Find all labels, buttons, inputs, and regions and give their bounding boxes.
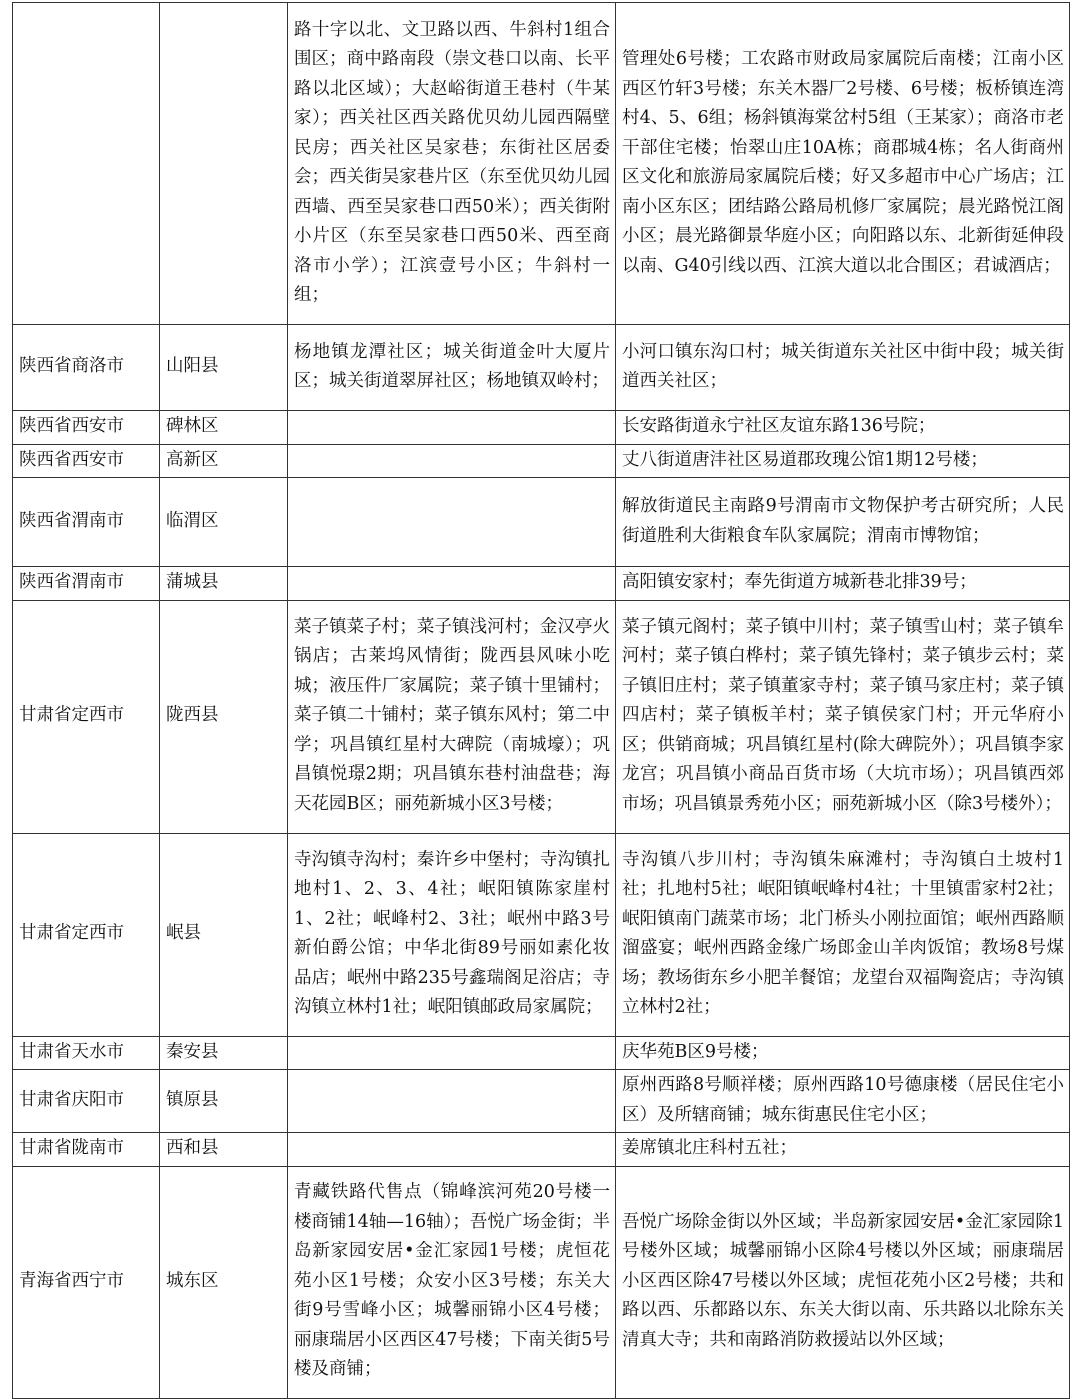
high-risk-cell [288, 478, 616, 567]
province-cell: 甘肃省定西市 [13, 833, 160, 1036]
county-cell: 城东区 [160, 1166, 288, 1398]
table-row [13, 1133, 1070, 1167]
high-risk-cell: 寺沟镇寺沟村；秦许乡中堡村；寺沟镇扎地村1、2、3、4社；岷阳镇陈家崖村1、2社；岷峰村2、3社；岷州中路3号新伯爵公馆；中华北街89号丽如素化妆品店；岷州中路235号鑫瑞阁足浴店；寺沟镇立林村1社；岷阳镇邮政局家属院； [288, 833, 616, 1036]
province-cell: 陕西省西安市 [13, 411, 160, 445]
table-row [13, 444, 1070, 478]
county-cell: 临渭区 [160, 478, 288, 567]
high-risk-cell: 杨地镇龙潭社区；城关街道金叶大厦片区；城关街道翠屏社区；杨地镇双岭村； [288, 325, 616, 411]
county-cell [160, 3, 288, 325]
county-cell: 陇西县 [160, 600, 288, 833]
medium-risk-cell: 丈八街道唐沣社区易道郡玫瑰公馆1期12号楼； [616, 444, 1070, 478]
county-cell: 镇原县 [160, 1070, 288, 1133]
medium-risk-cell: 吾悦广场除金街以外区域；半岛新家园安居•金汇家园除1号楼外区域；城馨丽锦小区除4号楼以外区域；丽康瑞居小区西区除47号楼以外区域；虎恒花苑小区2号楼；共和路以西、乐都路以东、东关大街以南、乐共路以北除东关清真大寺；共和南路消防救援站以外区域； [616, 1166, 1070, 1398]
table-row [13, 1070, 1070, 1133]
province-cell: 青海省西宁市 [13, 1166, 160, 1398]
high-risk-cell [288, 1036, 616, 1070]
province-cell: 陕西省商洛市 [13, 325, 160, 411]
county-cell: 岷县 [160, 833, 288, 1036]
high-risk-cell [288, 411, 616, 445]
medium-risk-cell: 长安路街道永宁社区友谊东路136号院； [616, 411, 1070, 445]
province-cell [13, 3, 160, 325]
province-cell: 甘肃省定西市 [13, 600, 160, 833]
table-row [13, 478, 1070, 567]
table-row [13, 411, 1070, 445]
table-row [13, 1036, 1070, 1070]
county-cell: 碑林区 [160, 411, 288, 445]
medium-risk-cell: 原州西路8号顺祥楼；原州西路10号德康楼（居民住宅小区）及所辖商铺；城东街惠民住宅小区； [616, 1070, 1070, 1133]
high-risk-cell: 青藏铁路代售点（锦峰滨河苑20号楼一楼商铺14轴—16轴）；吾悦广场金街；半岛新家园安居•金汇家园1号楼；虎恒花苑小区1号楼；众安小区3号楼；东关大街9号雪峰小区；城馨丽锦小区4号楼；丽康瑞居小区西区47号楼；下南关街5号楼及商铺； [288, 1166, 616, 1398]
county-cell: 蒲城县 [160, 567, 288, 601]
county-cell: 高新区 [160, 444, 288, 478]
medium-risk-cell: 管理处6号楼；工农路市财政局家属院后南楼；江南小区西区竹轩3号楼；东关木器厂2号楼、6号楼；板桥镇连湾村4、5、6组；杨斜镇海棠岔村5组（王某家）；商洛市老干部住宅楼；怡翠山庄10A栋；商郡城4栋；名人街商州区文化和旅游局家属院后楼；好又多超市中心广场店；江南小区东区；团结路公路局机修厂家属院；晨光路悦江阁小区；晨光路御景华庭小区；向阳路以东、北新街延伸段以南、G40引线以西、江滨大道以北合围区；君诚酒店； [616, 3, 1070, 325]
province-cell: 甘肃省庆阳市 [13, 1070, 160, 1133]
province-cell: 陕西省渭南市 [13, 567, 160, 601]
medium-risk-cell: 寺沟镇八步川村；寺沟镇朱麻滩村；寺沟镇白土坡村1社；扎地村5社；岷阳镇岷峰村4社；十里镇雷家村2社；岷阳镇南门蔬菜市场；北门桥头小刚拉面馆；岷州西路顺溜盛宴；岷州西路金缘广场郎金山羊肉饭馆；教场8号煤场；教场街东乡小肥羊餐馆；龙望台双福陶瓷店；寺沟镇立林村2社； [616, 833, 1070, 1036]
table-row [13, 600, 1070, 833]
medium-risk-cell: 姜席镇北庄科村五社； [616, 1133, 1070, 1167]
high-risk-cell [288, 567, 616, 601]
table-row [13, 567, 1070, 601]
county-cell: 秦安县 [160, 1036, 288, 1070]
province-cell: 甘肃省陇南市 [13, 1133, 160, 1167]
county-cell: 西和县 [160, 1133, 288, 1167]
province-cell: 陕西省西安市 [13, 444, 160, 478]
medium-risk-cell: 小河口镇东沟口村；城关街道东关社区中街中段；城关街道西关社区； [616, 325, 1070, 411]
high-risk-cell: 菜子镇菜子村；菜子镇浅河村；金汉亭火锅店；古莱坞风情街；陇西县风味小吃城；液压件厂家属院；菜子镇十里铺村；菜子镇二十铺村；菜子镇东风村；第二中学；巩昌镇红星村大碑院（南城壕）；巩昌镇悦璟2期；巩昌镇东巷村油盘巷；海天花园B区；丽苑新城小区3号楼； [288, 600, 616, 833]
table-row [13, 325, 1070, 411]
high-risk-cell [288, 1070, 616, 1133]
table-row [13, 833, 1070, 1036]
medium-risk-cell: 菜子镇元阁村；菜子镇中川村；菜子镇雪山村；菜子镇牟河村；菜子镇白桦村；菜子镇先锋村；菜子镇步云村；菜子镇旧庄村；菜子镇董家寺村；菜子镇马家庄村；菜子镇四店村；菜子镇板羊村；菜子镇侯家门村；开元华府小区；供销商城；巩昌镇红星村(除大碑院外）；巩昌镇李家龙宫；巩昌镇小商品百货市场（大坑市场）；巩昌镇西郊市场；巩昌镇景秀苑小区；丽苑新城小区（除3号楼外）； [616, 600, 1070, 833]
province-cell: 陕西省渭南市 [13, 478, 160, 567]
medium-risk-cell: 庆华苑B区9号楼； [616, 1036, 1070, 1070]
county-cell: 山阳县 [160, 325, 288, 411]
medium-risk-cell: 解放街道民主南路9号渭南市文物保护考古研究所；人民街道胜利大街粮食车队家属院；渭南市博物馆； [616, 478, 1070, 567]
table-row [13, 3, 1070, 325]
high-risk-cell [288, 1133, 616, 1167]
table-row [13, 1166, 1070, 1398]
high-risk-cell [288, 444, 616, 478]
medium-risk-cell: 高阳镇安家村；奉先街道方城新巷北排39号； [616, 567, 1070, 601]
high-risk-cell: 路十字以北、文卫路以西、牛斜村1组合围区；商中路南段（崇文巷口以南、长平路以北区域）；大赵峪街道王巷村（牛某家）；西关社区西关路优贝幼儿园西隔壁民房；西关社区吴家巷；东街社区居委会；西关街吴家巷片区（东至优贝幼儿园西墙、西至吴家巷口西50米）；西关街附小片区（东至吴家巷口西50米、西至商洛市小学）；江滨壹号小区；牛斜村一组； [288, 3, 616, 325]
risk-area-table [12, 2, 1070, 1399]
province-cell: 甘肃省天水市 [13, 1036, 160, 1070]
